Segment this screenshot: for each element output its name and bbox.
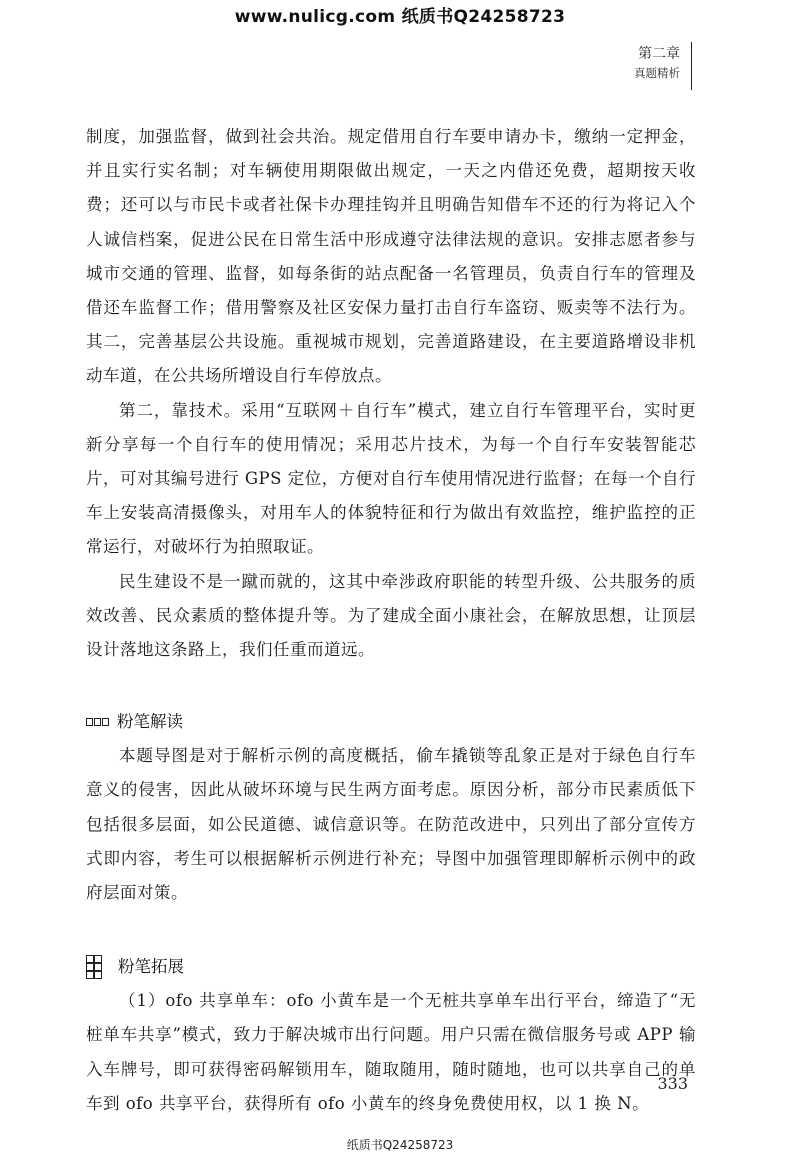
top-watermark: www.nulicg.com 纸质书Q24258723 bbox=[234, 7, 566, 27]
running-head bbox=[634, 44, 680, 82]
header-rule bbox=[691, 42, 693, 90]
book-icon bbox=[86, 717, 111, 727]
tuozhan-paragraph: （1）ofo 共享单车：ofo 小黄车是一个无桩共享单车出行平台，缔造了“无桩单车共享”模式，致力于解决城市出行问题。用户只需在微信服务号或 APP 输入车牌号，即可获得密码解锁用车，随取随用，随时随地，也可以共享自己的单车到 ofo 共享平台，获得所有 ofo 小黄车的终身免费使用权，以 1 换 N。 bbox=[86, 991, 696, 1113]
page-number: 333 bbox=[657, 1074, 688, 1093]
jiedu-paragraph: 本题导图是对于解析示例的高度概括，偷车撬锁等乱象正是对于绿色自行车意义的侵害，因此从破坏环境与民生两方面考虑。原因分析，部分市民素质低下包括很多层面，如公民道德、诚信意识等。在防范改进中，只列出了部分宣传方式即内容，考生可以根据解析示例进行补充；导图中加强管理即解析示例中的政府层面对策。 bbox=[86, 746, 696, 903]
bottom-watermark: 纸质书Q24258723 bbox=[346, 1138, 454, 1152]
body-paragraph-2: 第二，靠技术。采用“互联网＋自行车”模式，建立自行车管理平台，实时更新分享每一个自行车的使用情况；采用芯片技术，为每一个自行车安装智能芯片，可对其编号进行 GPS 定位，方便对自行车使用情况进行监督；在每一个自行车上安装高清摄像头，对用车人的体貌特征和行为做出有效监控，维护监控的正常运行，对破坏行为拍照取证。 bbox=[86, 400, 696, 557]
section-title-jiedu: 粉笔解读 bbox=[117, 712, 183, 732]
section-heading-jiedu bbox=[86, 705, 696, 739]
chapter-title: 第二章 bbox=[638, 46, 680, 62]
section-heading-tuozhan bbox=[86, 950, 696, 984]
body-paragraph-1: 制度，加强监督，做到社会共治。规定借用自行车要申请办卡，缴纳一定押金，并且实行实名制；对车辆使用期限做出规定，一天之内借还免费，超期按天收费；还可以与市民卡或者社保卡办理挂钩并且明确告知借车不还的行为将记入个人诚信档案，促进公民在日常生活中形成遵守法律法规的意识。安排志愿者参与城市交通的管理、监督，如每条街的站点配备一名管理员，负责自行车的管理及借还车监督工作；借用警察及社区安保力量打击自行车盗窃、贩卖等不法行为。其二，完善基层公共设施。重视城市规划，完善道路建设，在主要道路增设非机动车道，在公共场所增设自行车停放点。 bbox=[86, 127, 696, 386]
body-paragraph-3: 民生建设不是一蹴而就的，这其中牵涉政府职能的转型升级、公共服务的质效改善、民众素质的整体提升等。为了建成全面小康社会，在解放思想，让顶层设计落地这条路上，我们任重而道远。 bbox=[86, 571, 696, 660]
grid-icon bbox=[86, 955, 102, 979]
page-content bbox=[86, 120, 696, 1121]
chapter-subtitle: 真题精析 bbox=[634, 66, 680, 80]
section-title-tuozhan: 粉笔拓展 bbox=[118, 957, 184, 977]
